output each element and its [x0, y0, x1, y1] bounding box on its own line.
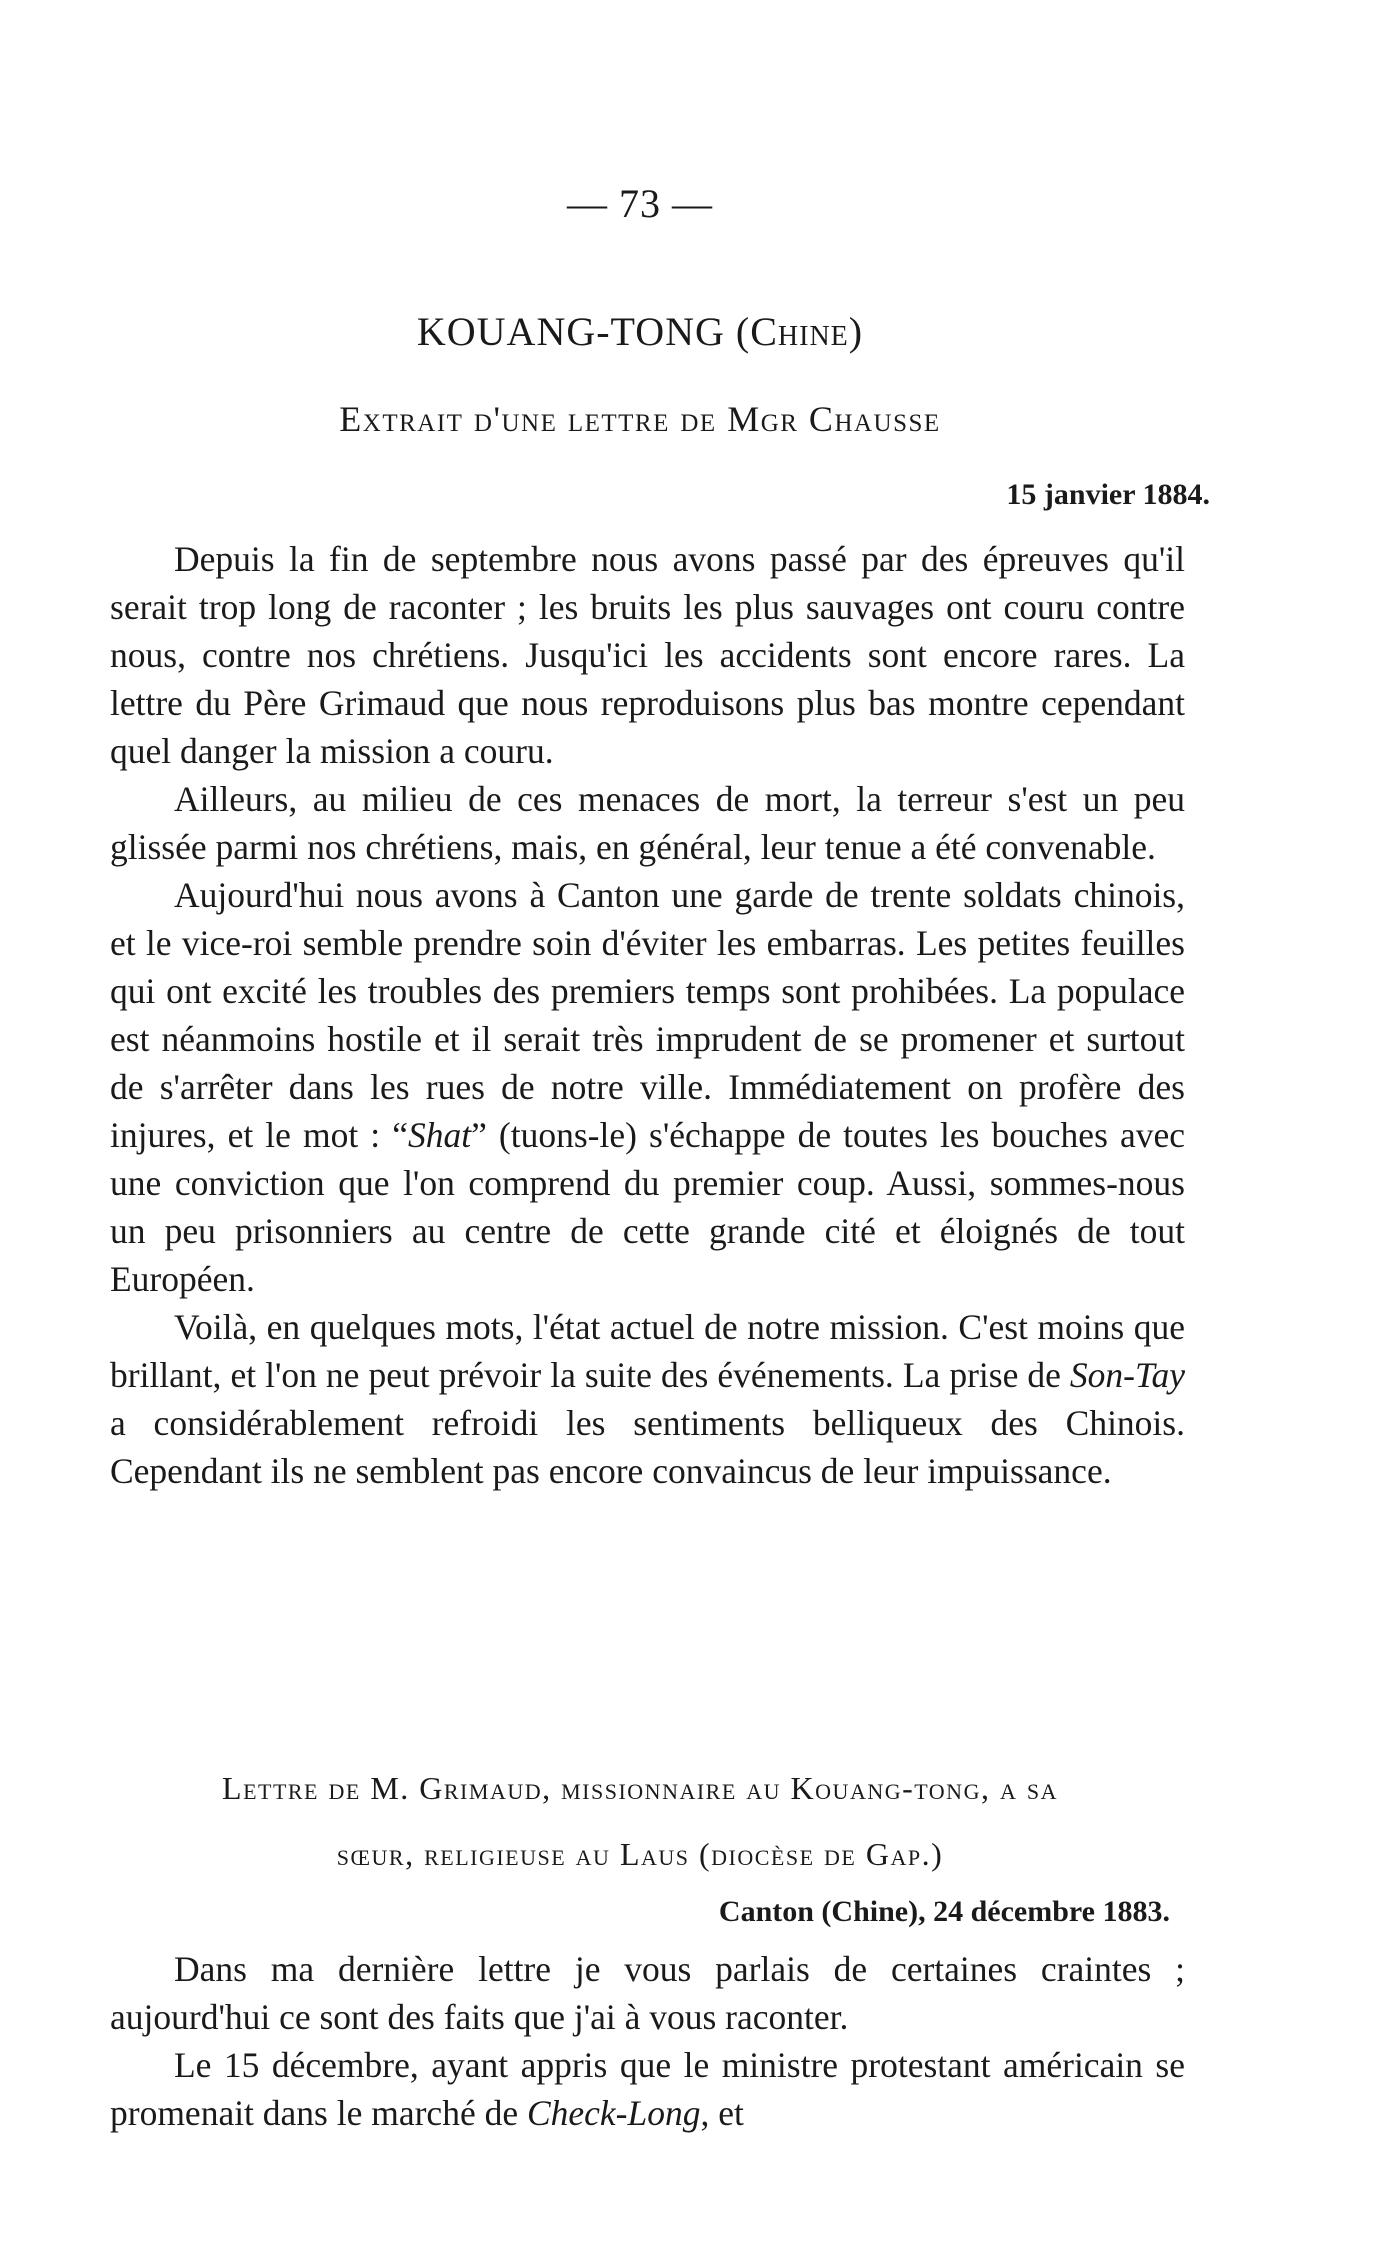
document-page	[70, 0, 1210, 2266]
title-main: KOUANG-TONG	[416, 309, 725, 354]
letter-date-1: 15 janvier 1884.	[1006, 478, 1210, 511]
letter-heading-line-1: Lettre de M. Grimaud, missionnaire au Kouang-tong, a sa	[222, 1770, 1058, 1806]
paragraph: Voilà, en quelques mots, l'état actuel de notre mission. C'est moins que brillant, et l'on ne peut prévoir la suite des événements. La prise de Son-Tay a considérablement refroidi les sentiments belliqueux des Chinois. Cependant ils ne semblent pas encore convaincus de leur impuissance.	[110, 1307, 1185, 1491]
title-paren: (Chine)	[735, 309, 864, 354]
body-section-1	[110, 535, 1185, 1495]
article-title	[70, 308, 1210, 355]
italic-place-son-tay: Son-Tay	[1069, 1355, 1185, 1395]
paragraph: Dans ma dernière lettre je vous parlais de certaines craintes ; aujourd'hui ce sont des faits que j'ai à vous raconter.	[110, 1949, 1185, 2037]
page-number: — 73 —	[567, 181, 713, 226]
letter-date-2: Canton (Chine), 24 décembre 1883.	[718, 1895, 1170, 1928]
body-section-2	[110, 1945, 1185, 2137]
paragraph: Depuis la fin de septembre nous avons passé par des épreuves qu'il serait trop long de raconter ; les bruits les plus sauvages ont couru contre nous, contre nos chrétiens. Jusqu'ici les accidents sont encore rares. La lettre du Père Grimaud que nous reproduisons plus bas montre cependant quel danger la mission a couru.	[110, 539, 1185, 771]
italic-place-check-long: Check-Long	[526, 2093, 701, 2133]
paragraph: Le 15 décembre, ayant appris que le ministre protestant américain se promenait dans le marché de Check-Long, et	[110, 2045, 1185, 2133]
article-subtitle: Extrait d'une lettre de Mgr Chausse	[339, 399, 941, 439]
paragraph: Ailleurs, au milieu de ces menaces de mort, la terreur s'est un peu glissée parmi nos chrétiens, mais, en général, leur tenue a été convenable.	[110, 779, 1185, 867]
letter-heading-line-2: sœur, religieuse au Laus (diocèse de Gap.)	[336, 1836, 944, 1872]
letter-heading	[70, 1755, 1210, 1887]
italic-word-shat: Shat	[407, 1115, 472, 1155]
paragraph: Aujourd'hui nous avons à Canton une garde de trente soldats chinois, et le vice-roi semble prendre soin d'éviter les embarras. Les petites feuilles qui ont excité les troubles des premiers temps sont prohibées. La populace est néanmoins hostile et il serait très imprudent de se promener et surtout de s'arrêter dans les rues de notre ville. Immédiatement on profère des injures, et le mot : “Shat” (tuons-le) s'échappe de toutes les bouches avec une conviction que l'on comprend du premier coup. Aussi, sommes-nous un peu prisonniers au centre de cette grande cité et éloignés de tout Européen.	[110, 875, 1185, 1299]
